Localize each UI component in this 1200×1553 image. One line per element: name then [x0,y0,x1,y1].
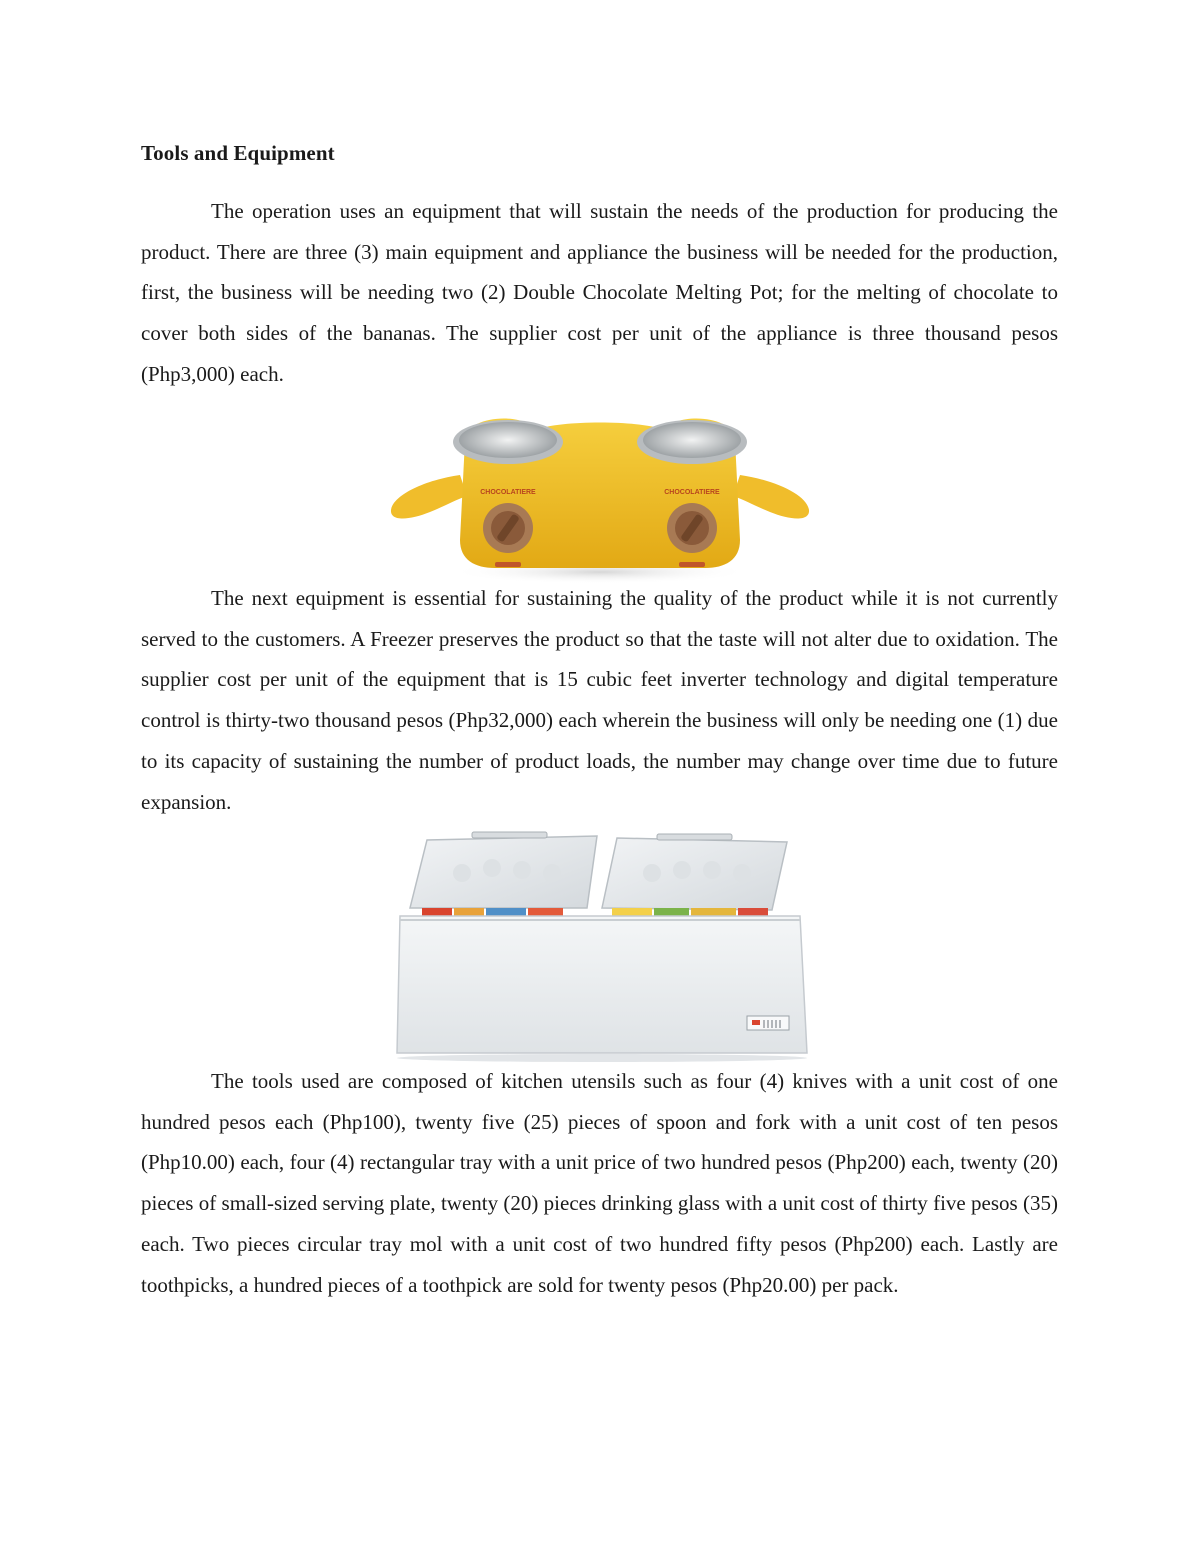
lid-handle-left [472,832,547,838]
section-heading: Tools and Equipment [141,141,335,165]
right-bowl-inner [643,422,741,458]
paragraph-tools: The tools used are composed of kitchen utensils such as four (4) knives with a unit cost of one hundred pesos each (Php100), twenty five (25) pieces of spoon and fork with a unit cost of ten pesos (Php10.00) each, four (4) rectangular tray with a unit price of two hundred pesos (Php200) each, twenty (20) pieces of small-sized serving plate, twenty (20) pieces drinking glass with a unit cost of thirty five pesos (35) each. Two pieces circular tray mol with a unit cost of two hundred fifty pesos (Php200) each. Lastly are toothpicks, a hundred pieces of a toothpick are sold for twenty pesos (Php20.00) per pack. [141,1069,1058,1297]
left-indicator [495,562,521,567]
right-brand-label: CHOCOLATIERE [664,489,720,496]
left-brand-label: CHOCOLATIERE [480,489,536,496]
lid-handle-right [657,834,732,840]
freezer-body [397,916,807,1053]
paragraph-melting-pot: The operation uses an equipment that will sustain the needs of the production for producing the product. There are three (3) main equipment and appliance the business will be needed for the production, first, the business will be needing two (2) Double Chocolate Melting Pot; for the melting of chocolate to cover both sides of the bananas. The supplier cost per unit of the appliance is three thousand pesos (Php3,000) each. [141,199,1058,386]
paragraph-freezer: The next equipment is essential for sustaining the quality of the product while it is not currently served to the customers. A Freezer preserves the product so that the taste will not alter due to oxidation. The supplier cost per unit of the equipment that is 15 cubic feet inverter technology and digital temperature control is thirty-two thousand pesos (Php32,000) each wherein the business will only be needing one (1) due to its capacity of sustaining the number of product loads, the number may change over time due to future expansion. [141,586,1058,814]
pot-left-handle [391,475,467,519]
chocolate-melting-pot-image [385,400,815,585]
chest-freezer-image [392,828,812,1063]
right-indicator [679,562,705,567]
pot-right-handle [733,475,809,519]
right-lid [602,838,787,910]
left-lid [410,836,597,908]
control-indicator [752,1020,760,1025]
left-bowl-inner [459,422,557,458]
